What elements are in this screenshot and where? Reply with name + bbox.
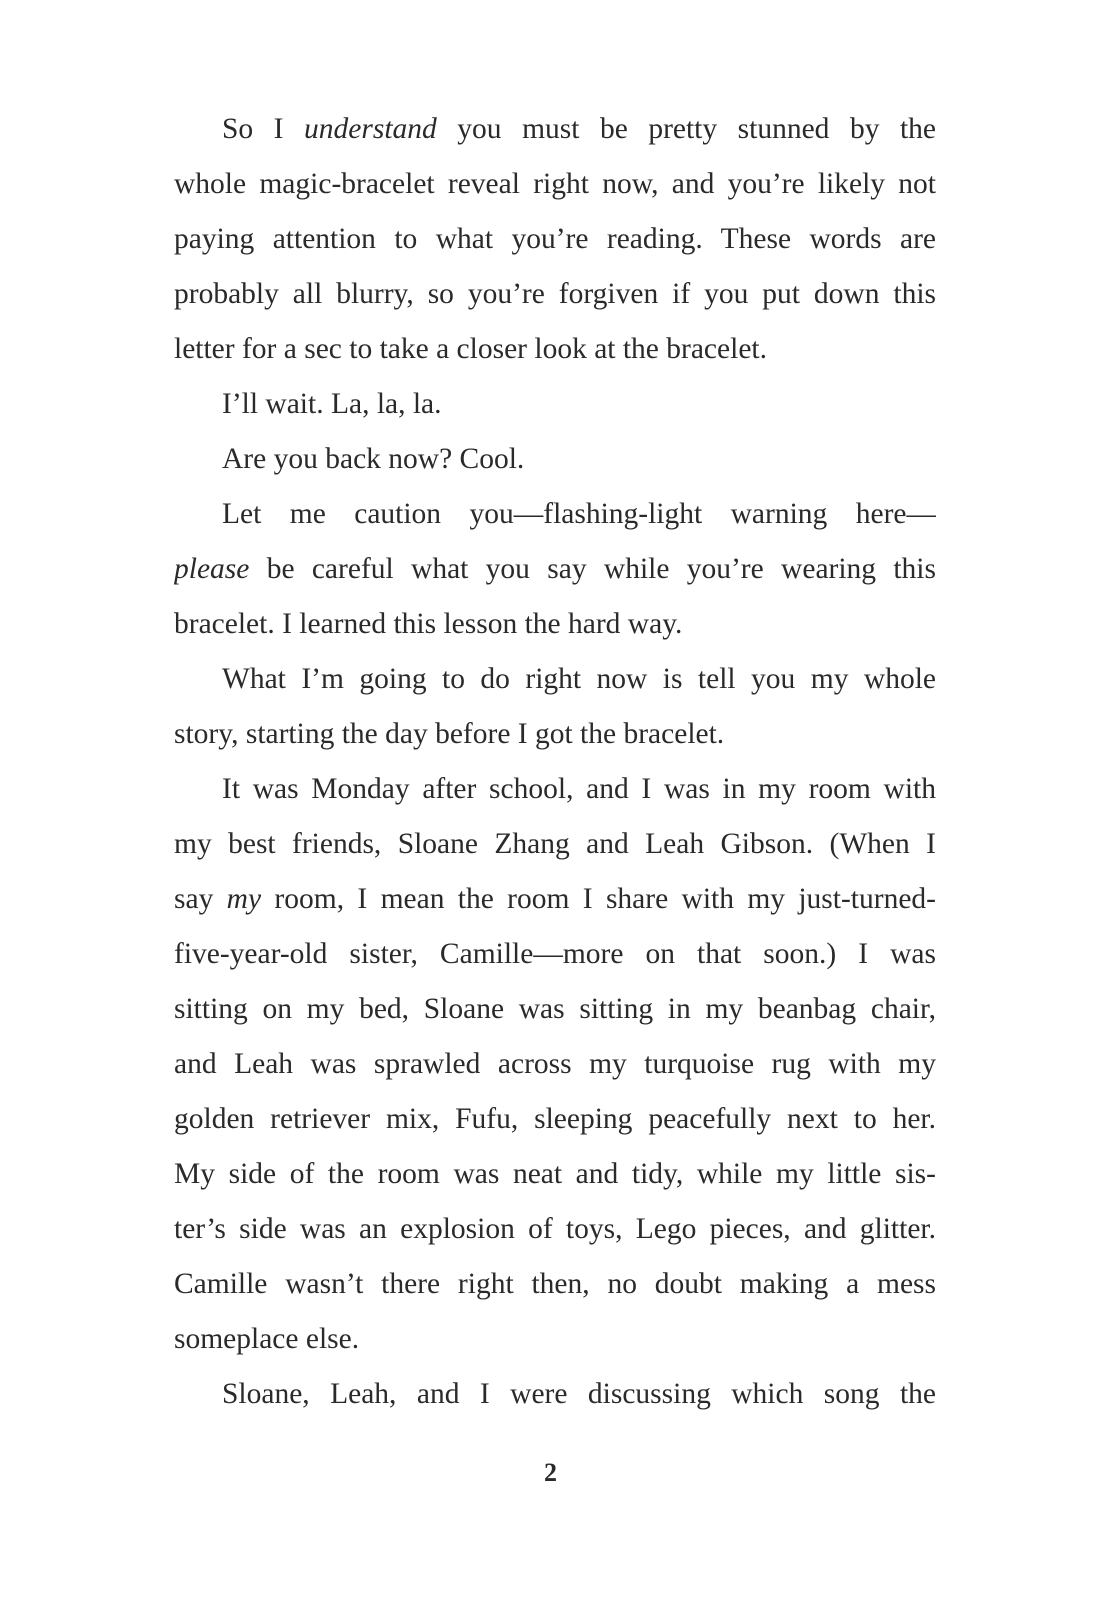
text-line: and Leah was sprawled across my turquoise rug with my [174,1048,936,1080]
text-line: It was Monday after school, and I was in my room with [222,773,936,805]
text-line: So I understand you must be pretty stunned by the [222,113,936,145]
page-number: 2 [544,1458,557,1487]
text-line: bracelet. I learned this lesson the hard way. [174,608,683,640]
text-line: whole magic-bracelet reveal right now, and you’re likely not [174,168,936,200]
page-body [174,102,936,1442]
text-line: ter’s side was an explosion of toys, Lego pieces, and glitter. [174,1213,936,1245]
text-line: I’ll wait. La, la, la. [222,388,442,420]
text-line: golden retriever mix, Fufu, sleeping peacefully next to her. [174,1103,936,1135]
text-line: Camille wasn’t there right then, no doubt making a mess [174,1268,936,1300]
text-line: What I’m going to do right now is tell you my whole [222,663,936,695]
text-line: My side of the room was neat and tidy, while my little sis- [174,1158,936,1190]
text-line: my best friends, Sloane Zhang and Leah Gibson. (When I [174,828,936,860]
text-line: someplace else. [174,1323,360,1355]
text-line: Sloane, Leah, and I were discussing which song the [222,1378,936,1410]
text-line: sitting on my bed, Sloane was sitting in my beanbag chair, [174,993,936,1025]
text-line: Are you back now? Cool. [222,443,525,475]
text-line: letter for a sec to take a closer look at the bracelet. [174,333,767,365]
text-line: please be careful what you say while you’re wearing this [174,553,936,585]
text-line: say my room, I mean the room I share with my just-turned- [174,883,936,915]
text-line: story, starting the day before I got the bracelet. [174,718,725,750]
text-line: five-year-old sister, Camille—more on that soon.) I was [174,938,936,970]
text-line: paying attention to what you’re reading. These words are [174,223,936,255]
text-line: probably all blurry, so you’re forgiven if you put down this [174,278,936,310]
text-line: Let me caution you—flashing-light warning here— [222,498,936,530]
